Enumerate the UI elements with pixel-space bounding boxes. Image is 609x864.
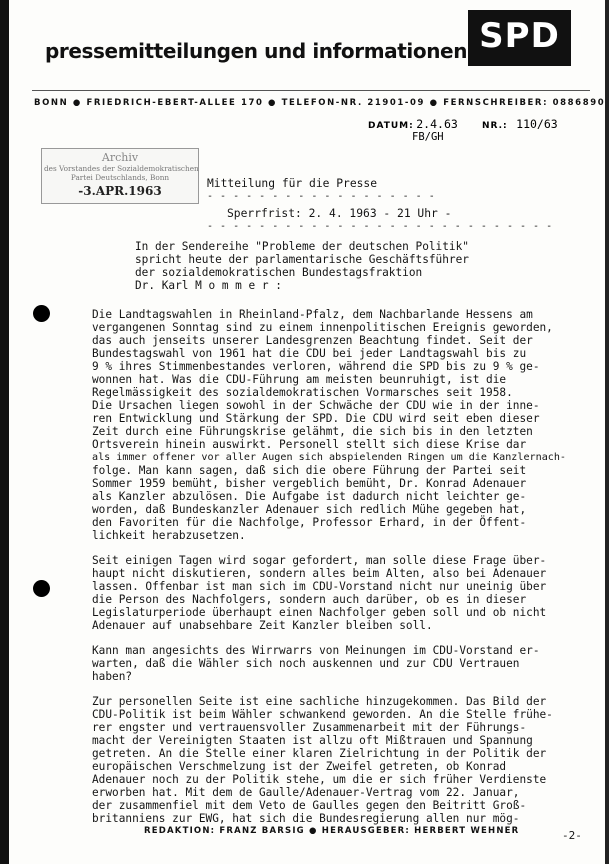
body-line: Sommer 1959 bemüht, bisher vergeblich bemüht, Dr. Konrad Adenauer xyxy=(92,477,527,490)
datum-label: DATUM: xyxy=(368,121,414,131)
body-line: das auch jenseits unserer Landesgrenzen Beachtung findet. Seit der xyxy=(92,334,533,347)
body-line: wonnen hat. Was die CDU-Führung am meisten beunruhigt, ist die xyxy=(92,373,507,386)
body-line: lichkeit herabzusetzen. xyxy=(92,529,246,542)
punch-hole-bottom xyxy=(33,580,50,597)
next-page-marker: -2- xyxy=(562,829,582,842)
sperrfrist: Sperrfrist: 2. 4. 1963 - 21 Uhr - xyxy=(227,207,452,220)
intro-line: Dr. Karl M o m m e r : xyxy=(135,279,282,292)
stamp-date: -3.APR.1963 xyxy=(78,184,162,198)
body-line: getreten. An die Stelle einer klaren Zielrichtung in der Politik der xyxy=(92,747,547,760)
address-line: BONN ● FRIEDRICH-EBERT-ALLEE 170 ● TELEFON-NR. 21901-09 ● FERNSCHREIBER: 0886890 xyxy=(34,98,606,108)
body-line: CDU-Politik ist beim Wähler schwankend geworden. An die Stelle frühe- xyxy=(92,708,553,721)
body-line: macht der Vereinigten Staaten ist allzu oft Mißtrauen und Spannung xyxy=(92,734,533,747)
body-line: Legislaturperiode überhaupt einen Nachfolger geben soll und ob nicht xyxy=(92,606,547,619)
dash-rule-2: - - - - - - - - - - - - - - - - - - - - - - - - - - - xyxy=(207,221,553,232)
footer-credits: REDAKTION: FRANZ BARSIG ● HERAUSGEBER: HERBERT WEHNER xyxy=(144,826,520,836)
body-line: Bundestagswahl von 1961 hat die CDU bei jeder Landtagswahl bis zu xyxy=(92,347,527,360)
body-line: rer engster und vertrauensvoller Zusammenarbeit mit der Führungs- xyxy=(92,721,527,734)
body-line: haupt nicht diskutieren, sondern alles beim Alten, also bei Adenauer xyxy=(92,567,547,580)
body-line: europäischen Verschmelzung ist der Zweifel getreten, ob Konrad xyxy=(92,760,507,773)
dash-rule-1: - - - - - - - - - - - - - - - - - - xyxy=(207,191,436,202)
body-line: Zur personellen Seite ist eine sachliche hinzugekommen. Das Bild der xyxy=(92,695,547,708)
body-line: haben? xyxy=(92,670,133,683)
body-line: Die Landtagswahlen in Rheinland-Pfalz, dem Nachbarlande Hessens am xyxy=(92,308,533,321)
notice-title: Mitteilung für die Presse xyxy=(207,177,378,190)
body-line: 9 % ihres Stimmenbestandes verloren, während die SPD bis zu 9 % ge- xyxy=(92,360,540,373)
body-line: folge. Man kann sagen, daß sich die obere Führung der Partei seit xyxy=(92,464,527,477)
header-rule xyxy=(32,90,590,91)
body-line: Adenauer auf unabsehbare Zeit Kanzler bleiben soll. xyxy=(92,619,433,632)
body-line: Regelmässigkeit des sozialdemokratischen Vormarsches seit 1958. xyxy=(92,386,513,399)
header-title: pressemitteilungen und informationen xyxy=(45,39,468,63)
archive-stamp xyxy=(41,148,199,204)
body-line: der zusammenfiel mit dem Veto de Gaulles gegen den Beitritt Groß- xyxy=(92,799,527,812)
body-line: erworben hat. Mit dem de Gaulle/Adenauer-Vertrag vom 22. Januar, xyxy=(92,786,520,799)
body-line: als immer offener vor aller Augen sich abspielenden Ringen um die Kanzlernach- xyxy=(92,452,567,463)
intro-line: In der Sendereihe "Probleme der deutschen Politik" xyxy=(135,240,469,253)
body-line: vergangenen Sonntag sind zu einem innenpolitischen Ereignis geworden, xyxy=(92,321,553,334)
body-line: lassen. Offenbar ist man sich im CDU-Vorstand nicht nur uneinig über xyxy=(92,580,547,593)
body-line: Die Ursachen liegen sowohl in der Schwäche der CDU wie in der inne- xyxy=(92,399,540,412)
stamp-line-2: des Vorstandes der Sozialdemokratischen xyxy=(44,164,199,173)
nr-value: 110/63 xyxy=(516,117,558,131)
scan-edge-left xyxy=(0,0,9,864)
body-line: Seit einigen Tagen wird sogar gefordert, man solle diese Frage über- xyxy=(92,554,547,567)
body-line: Ortsverein hinein auswirkt. Personell stellt sich diese Krise dar xyxy=(92,438,527,451)
body-line: als Kanzler abzulösen. Die Aufgabe ist dadurch nicht leichter ge- xyxy=(92,490,527,503)
body-line: Kann man angesichts des Wirrwarrs von Meinungen im CDU-Vorstand er- xyxy=(92,644,540,657)
datum-value: 2.4.63 xyxy=(416,117,458,131)
logo-text: SPD xyxy=(479,16,560,56)
body-line: britanniens zur EWG, hat sich die Bundesregierung allen nur mög- xyxy=(92,812,520,825)
stamp-line-3: Partei Deutschlands, Bonn xyxy=(70,173,170,182)
initials: FB/GH xyxy=(412,131,444,143)
body-line: worden, daß Bundeskanzler Adenauer sich redlich Mühe gegeben hat, xyxy=(92,503,527,516)
punch-hole-top xyxy=(33,305,50,322)
nr-field xyxy=(482,117,558,131)
body-line: Adenauer noch zu der Politik stehe, um die er sich früher Verdienste xyxy=(92,773,547,786)
intro-line: spricht heute der parlamentarische Geschäftsführer xyxy=(135,253,469,266)
spd-logo xyxy=(468,10,571,66)
body-line: Zeit durch eine Führungskrise gelähmt, die sich bis in den letzten xyxy=(92,425,533,438)
body-line: den Favoriten für die Nachfolge, Professor Erhard, in der Öffent- xyxy=(92,516,527,529)
intro-line: der sozialdemokratischen Bundestagsfraktion xyxy=(135,266,423,279)
datum-field xyxy=(368,117,458,131)
body-line: ren Entwicklung und Stärkung der SPD. Die CDU wird seit eben dieser xyxy=(92,412,540,425)
body-line: die Person des Nachfolgers, sondern auch darüber, ob es in dieser xyxy=(92,593,527,606)
nr-label: NR.: xyxy=(482,121,508,131)
stamp-title: Archiv xyxy=(101,151,139,164)
scan-edge-right xyxy=(605,0,609,864)
body-line: warten, daß die Wähler sich noch auskennen und zur CDU Vertrauen xyxy=(92,657,520,670)
